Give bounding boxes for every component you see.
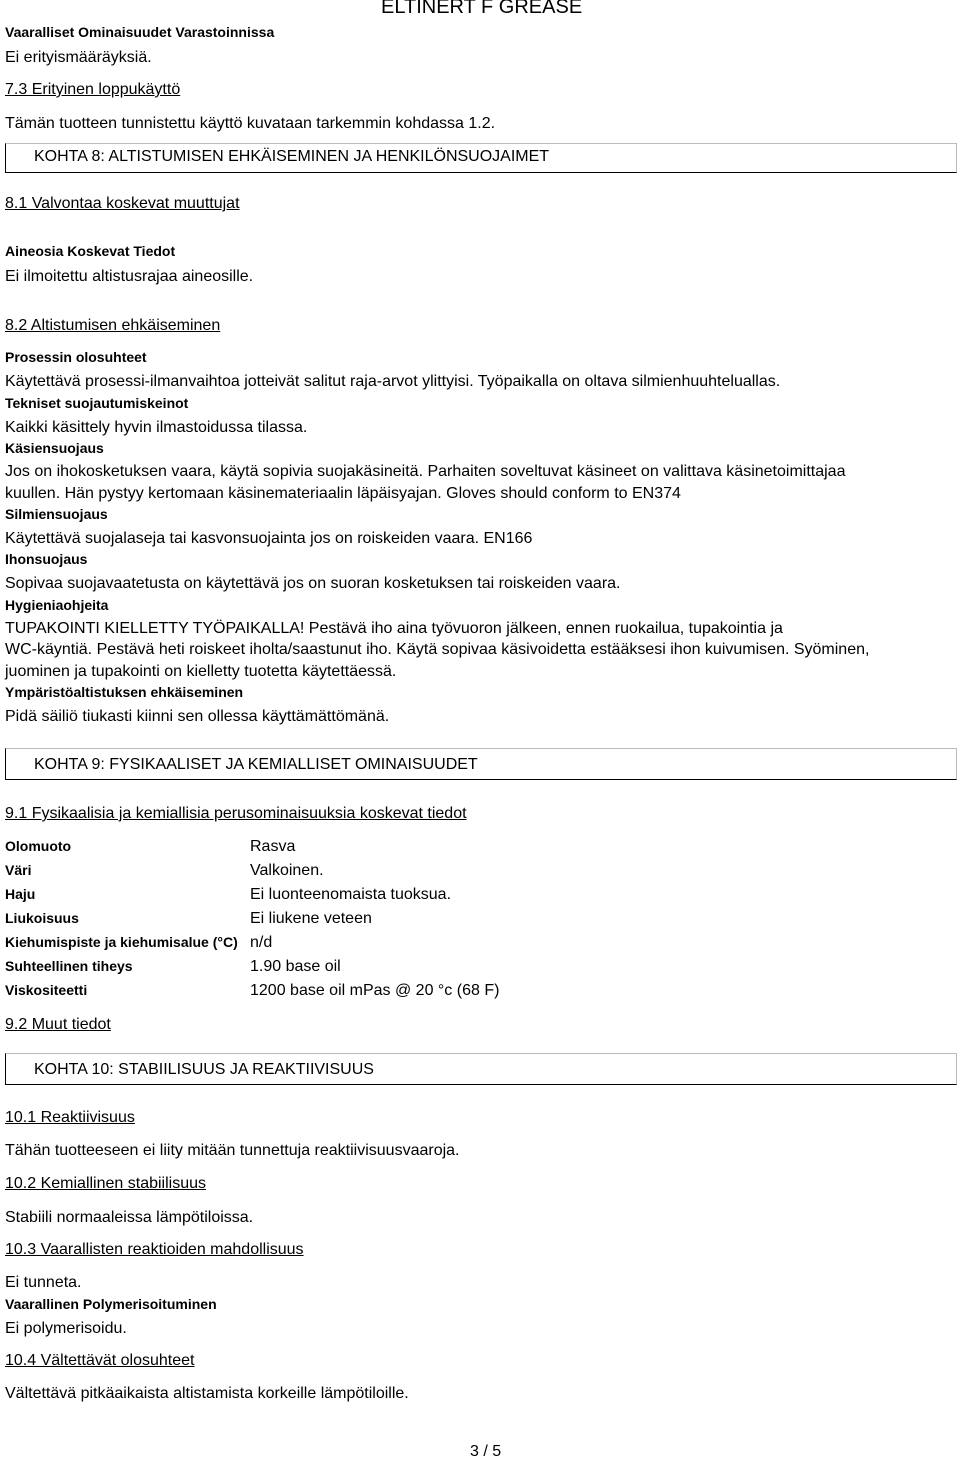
property-row <box>5 956 605 980</box>
hygiene-line2: WC-käyntiä. Pestävä heti roiskeet iholta/saastunut iho. Käytä sopivaa käsivoidetta estääksesi ihon kuivumisen. Syöminen, <box>5 641 870 658</box>
section-9-title: KOHTA 9: FYSIKAALISET JA KEMIALLISET OMINAISUUDET <box>34 756 478 773</box>
property-row <box>5 860 605 884</box>
tech-label: Tekniset suojautumiskeinot <box>5 395 189 411</box>
hygiene-line3: juominen ja tupakointi on kielletty tuotetta käytettäessä. <box>5 663 397 680</box>
section-10-header <box>5 1053 957 1085</box>
hand-label: Käsiensuojaus <box>5 440 104 456</box>
env-label: Ympäristöaltistuksen ehkäiseminen <box>5 684 244 700</box>
s8-1-heading: 8.1 Valvontaa koskevat muuttujat <box>5 195 240 212</box>
property-row <box>5 980 605 1004</box>
s7-3-heading: 7.3 Erityinen loppukäyttö <box>5 81 181 98</box>
header-hazard-storage-title: Vaaralliset Ominaisuudet Varastoinnissa <box>5 24 275 40</box>
property-value: Ei luonteenomaista tuoksua. <box>250 886 452 903</box>
section-8-title: KOHTA 8: ALTISTUMISEN EHKÄISEMINEN JA HENKILÖNSUOJAIMET <box>34 148 550 165</box>
s10-3-text: Ei tunneta. <box>5 1274 82 1291</box>
property-label: Kiehumispiste ja kiehumisalue (°C) <box>5 934 238 950</box>
property-row <box>5 836 605 860</box>
s9-2-heading: 9.2 Muut tiedot <box>5 1016 111 1033</box>
s10-2-heading: 10.2 Kemiallinen stabiilisuus <box>5 1175 206 1192</box>
s9-1-heading: 9.1 Fysikaalisia ja kemiallisia perusominaisuuksia koskevat tiedot <box>5 805 467 822</box>
tech-text: Kaikki käsittely hyvin ilmastoidussa tilassa. <box>5 419 308 436</box>
section-9-header <box>5 748 957 780</box>
property-value: 1.90 base oil <box>250 958 341 975</box>
property-value: Valkoinen. <box>250 862 324 879</box>
hygiene-line1: TUPAKOINTI KIELLETTY TYÖPAIKALLA! Pestävä iho aina työvuoron jälkeen, ennen ruokailua, tupakointia ja <box>5 620 783 637</box>
s7-3-text: Tämän tuotteen tunnistettu käyttö kuvataan tarkemmin kohdassa 1.2. <box>5 115 496 132</box>
skin-text: Sopivaa suojavaatetusta on käytettävä jos on suoran kosketuksen tai roiskeiden vaara. <box>5 575 621 592</box>
property-row <box>5 932 605 956</box>
property-label: Suhteellinen tiheys <box>5 958 133 974</box>
property-value: Rasva <box>250 838 296 855</box>
s10-3-heading: 10.3 Vaarallisten reaktioiden mahdollisuus <box>5 1241 304 1258</box>
s8-2-heading: 8.2 Altistumisen ehkäiseminen <box>5 317 221 334</box>
eye-text: Käytettävä suojalaseja tai kasvonsuojainta jos on roiskeiden vaara. EN166 <box>5 530 533 547</box>
s10-1-heading: 10.1 Reaktiivisuus <box>5 1109 135 1126</box>
product-name: ELTINERT F GREASE <box>381 0 583 18</box>
s10-1-text: Tähän tuotteeseen ei liity mitään tunnettuja reaktiivisuusvaaroja. <box>5 1142 460 1159</box>
property-label: Olomuoto <box>5 838 72 854</box>
s8-1-text: Ei ilmoitettu altistusrajaa aineosille. <box>5 268 254 285</box>
hand-text-line1: Jos on ihokosketuksen vaara, käytä sopivia suojakäsineitä. Parhaiten soveltuvat käsineet on valittava käsinetoimittajaa <box>5 463 846 480</box>
storage-text: Ei erityismääräyksiä. <box>5 49 152 66</box>
process-text: Käytettävä prosessi-ilmanvaihtoa jotteivät salitut raja-arvot ylittyisi. Työpaikalla on oltava silmienhuuhteluallas. <box>5 373 781 390</box>
property-label: Liukoisuus <box>5 910 79 926</box>
property-row <box>5 908 605 932</box>
s10-4-text: Vältettävä pitkäaikaista altistamista korkeille lämpötiloille. <box>5 1385 409 1402</box>
property-value: 1200 base oil mPas @ 20 °c (68 F) <box>250 982 500 999</box>
eye-label: Silmiensuojaus <box>5 506 108 522</box>
property-label: Haju <box>5 886 36 902</box>
s8-1-subheading: Aineosia Koskevat Tiedot <box>5 243 176 259</box>
page-number: 3 / 5 <box>470 1443 502 1460</box>
property-value: n/d <box>250 934 273 951</box>
process-label: Prosessin olosuhteet <box>5 349 147 365</box>
hand-text-line2: kuullen. Hän pystyy kertomaan käsinemateriaalin läpäisyajan. Gloves should conform to EN374 <box>5 485 681 502</box>
property-row <box>5 884 605 908</box>
property-label: Väri <box>5 862 32 878</box>
polymerisation-label: Vaarallinen Polymerisoituminen <box>5 1296 217 1312</box>
section-10-title: KOHTA 10: STABIILISUUS JA REAKTIIVISUUS <box>34 1061 374 1078</box>
s10-4-heading: 10.4 Vältettävät olosuhteet <box>5 1352 195 1369</box>
property-value: Ei liukene veteen <box>250 910 372 927</box>
env-text: Pidä säiliö tiukasti kiinni sen ollessa käyttämättömänä. <box>5 708 390 725</box>
property-label: Viskositeetti <box>5 982 88 998</box>
skin-label: Ihonsuojaus <box>5 551 88 567</box>
polymerisation-text: Ei polymerisoidu. <box>5 1320 127 1337</box>
s10-2-text: Stabiili normaaleissa lämpötiloissa. <box>5 1209 254 1226</box>
section-8-header <box>5 143 957 173</box>
hygiene-label: Hygieniaohjeita <box>5 597 109 613</box>
